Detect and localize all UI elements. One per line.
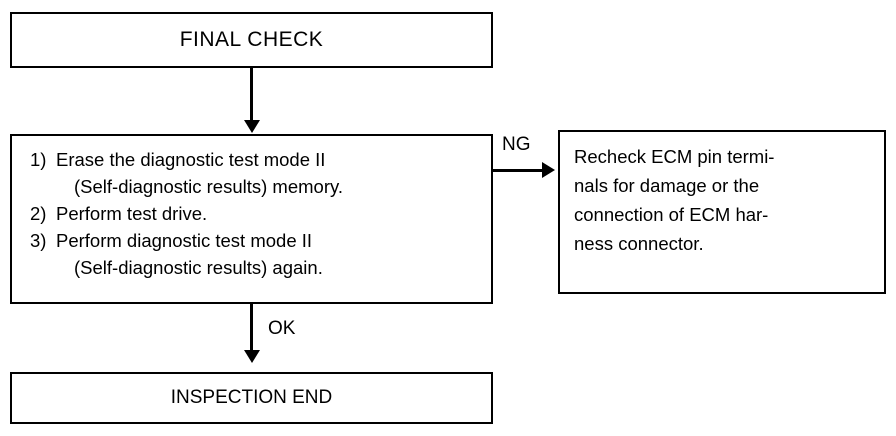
recheck-line: connection of ECM har- [574, 204, 769, 225]
edge-label-ng: NG [502, 134, 531, 155]
edge-label-ok: OK [268, 318, 296, 339]
node-inspection-end [10, 372, 493, 424]
connector-steps-to-inspection-end [250, 304, 253, 352]
step-text: Perform test drive. [56, 203, 208, 224]
node-steps [10, 134, 493, 304]
recheck-line: ness connector. [574, 233, 704, 254]
connector-steps-to-recheck [493, 169, 543, 172]
arrow-down-icon [244, 350, 260, 363]
final-check-label: FINAL CHECK [179, 28, 324, 51]
step-number: 1) [30, 149, 47, 170]
step-number: 3) [30, 230, 47, 251]
step-continuation: (Self-diagnostic results) memory. [74, 176, 344, 197]
node-recheck [558, 130, 886, 294]
step-continuation: (Self-diagnostic results) again. [74, 257, 323, 278]
step-text: Erase the diagnostic test mode II [56, 149, 326, 170]
step-number: 2) [30, 203, 47, 224]
list-item [30, 146, 481, 173]
recheck-line: nals for damage or the [574, 175, 760, 196]
list-item [30, 200, 481, 227]
node-final-check [10, 12, 493, 68]
connector-final-check-to-steps [250, 68, 253, 122]
arrow-right-icon [542, 162, 555, 178]
step-list [12, 146, 491, 281]
recheck-line: Recheck ECM pin termi- [574, 146, 775, 167]
arrow-down-icon [244, 120, 260, 133]
inspection-end-label: INSPECTION END [170, 387, 333, 408]
step-text: Perform diagnostic test mode II [56, 230, 313, 251]
list-item [30, 227, 481, 254]
